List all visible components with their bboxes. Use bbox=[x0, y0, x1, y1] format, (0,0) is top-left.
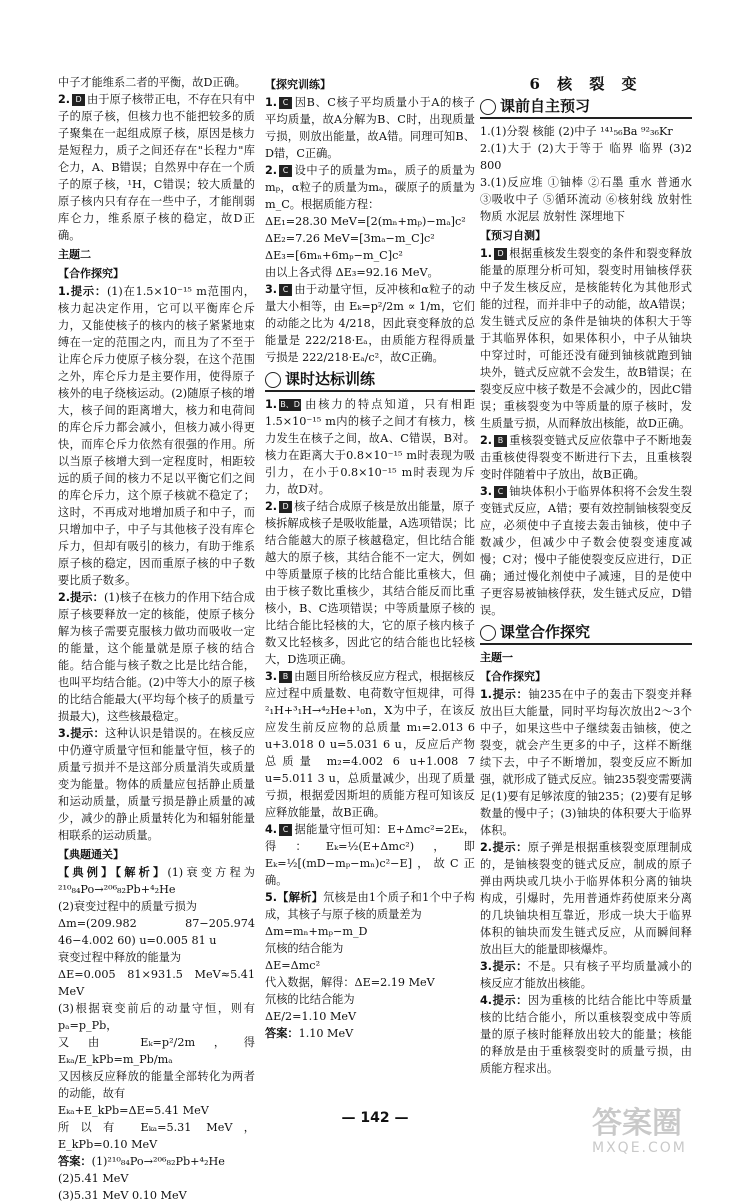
item-number: 1. bbox=[265, 96, 278, 109]
right-column bbox=[480, 74, 692, 1077]
section-title bbox=[480, 624, 692, 645]
item-number: 3. bbox=[58, 727, 71, 740]
hint-text: 因为重核的比结合能比中等质量核的比结合能小，所以重核裂变成中等质量的原子核时能释放出较大的能量；核能的释放是由于重核裂变时的质量亏损，由质能方程求出。 bbox=[480, 994, 692, 1075]
example-line: 衰变过程中释放的能量为 bbox=[58, 951, 182, 964]
answer-badge: D bbox=[279, 501, 292, 513]
equation: 氘核的结合能为 bbox=[265, 942, 344, 955]
hint-label: 提示： bbox=[70, 590, 104, 604]
example-line: 又由 Eₖ=p²/2m，得 Eₖₐ/E_kPb=m_Pb/mₐ bbox=[58, 1036, 255, 1066]
section-label: 【预习自测】 bbox=[480, 229, 546, 242]
section-icon bbox=[480, 625, 496, 641]
item-number: 4. bbox=[265, 823, 278, 836]
item-number: 2. bbox=[265, 500, 278, 513]
section-title bbox=[265, 371, 475, 392]
answer-item-3 bbox=[265, 668, 475, 821]
answer-text: 由于动量守恒，反冲核和α粒子的动量大小相等，由 Eₖ=p²/2m ∝ 1/m，它们的动能之比为 4/218，因此衰变释放的总能量是 222/218·Eₐ，由质能方程得质量亏损是 222/218·Eₐ/c²，故C正确。 bbox=[265, 283, 475, 364]
equation: ΔE/2=1.10 MeV bbox=[265, 1010, 357, 1023]
item-number: 2. bbox=[58, 591, 71, 604]
section-label: 【合作探究】 bbox=[58, 267, 124, 280]
equation: 氘核的比结合能为 bbox=[265, 993, 355, 1006]
example-line: (1)衰变方程为 ²¹⁰₈₄Po→²⁰⁶₈₂Pb+⁴₂He bbox=[58, 866, 255, 896]
answer-item-5 bbox=[265, 889, 475, 923]
answer-badge: B、D bbox=[280, 400, 300, 409]
watermark-text: 答案圈 bbox=[592, 1106, 682, 1141]
equation: 代入数据，解得：ΔE=2.19 MeV bbox=[265, 976, 435, 989]
answer-text: 由核力的特点知道，只有相距1.5×10⁻¹⁵ m内的核子之间才有核力，核力发生在核子之间，故A、C错误，B对。核力在距离大于0.8×10⁻¹⁵ m时表现为吸引力，在小于0.8×10⁻¹⁵ m时表现为斥力，故D对。 bbox=[265, 398, 475, 496]
left-column bbox=[58, 74, 255, 1204]
answer-line: (3)5.31 MeV 0.10 MeV bbox=[58, 1189, 187, 1202]
example-label: 【典例】【解析】 bbox=[58, 865, 168, 879]
section-label: 【合作探究】 bbox=[480, 670, 546, 683]
hint-label: 提示： bbox=[492, 840, 528, 854]
item-number: 1. bbox=[58, 285, 71, 298]
solution-label: 【解析】 bbox=[277, 890, 324, 904]
hint-item-3 bbox=[58, 725, 255, 844]
answer-text: 据能量守恒可知：E+Δmc²=2Eₖ，得：Eₖ=½(E+Δmc²)，即 Eₖ=½[(mD−mₚ−mₙ)c²−E]，故C正确。 bbox=[265, 823, 475, 887]
watermark-logo bbox=[592, 1108, 742, 1156]
example-line: (2)衰变过程中的质量亏损为 bbox=[58, 900, 197, 913]
answer-text: 由于原子核带正电，不存在只有中子的原子核，但核力也不能把较多的质子聚集在一起组成原子核，原因是核力是短程力，质子之间还存在"长程力"库仑力，A、B错误；自然界中存在一个质子的原子核，¹H，C错误；较大质量的原子核内只有存在一些中子，才能削弱库仑力，维系原子核的稳定，故D正确。 bbox=[58, 93, 255, 242]
topic-heading: 主题二 bbox=[58, 248, 91, 261]
hint-text: 铀235在中子的轰击下裂变并释放出巨大能量，同时平均每次放出2～3个中子，如果这些中子继续轰击铀核，使之裂变，就会产生更多的中子，这样不断继续下去，中子不断增加，裂变反应不断加强，就形成了链式反应。铀235裂变需要满足(1)要有足够浓度的铀235；(2)要有足够数量的慢中子；(3)铀块的体积要大于临界体积。 bbox=[480, 688, 692, 837]
answer-text: 核子结合成原子核是放出能量，原子核拆解成核子是吸收能量，A选项错误；比结合能越大的原子核越稳定，但比结合能越大的原子核，其结合能不一定大，例如中等质量原子核的比结合能比重核大，但由于核子数比重核少，其结合能反而比重核小，B、C选项错误；中等质量原子核的比结合能比轻核的大，它的原子核内核子数又比轻核多，因此它的结合能也比轻核大，D选项正确。 bbox=[265, 500, 475, 666]
hint-label: 提示： bbox=[492, 687, 529, 701]
item-number: 3. bbox=[265, 670, 278, 683]
hint-text: (1)在1.5×10⁻¹⁵ m范围内，核力起决定作用，它可以平衡库仑斥力，又能使核子的核内的核子紧紧地束缚在一定的范围之内，而且为了不至于让库仑斥力使原子核分裂，在这个范围之外，库仑斥力是主要作用，使得原子核外的电子绕核运动。(2)随原子核的增大，核子间的距离增大，核力和电荷间的库仑斥力都会减小，但核力减小得更快，而库仑斥力依然有很强的作用。所以当原子核增大到一定程度时，相距较远的质子间的核力不足以平衡它们之间的库仑斥力，这个原子核就不稳定了；这时，不再成对地增加质子和中子，而只增加中子，中子与其他核子没有库仑斥力，但却有吸引的核力，有助于维系原子核的稳定，因而重原子核的中子数要比质子数多。 bbox=[58, 285, 255, 587]
section-icon bbox=[265, 372, 281, 388]
example-line: (3)根据衰变前后的动量守恒，则有 pₐ=p_Pb， bbox=[58, 1002, 255, 1032]
section-title bbox=[480, 98, 692, 119]
answer-badge: B bbox=[494, 435, 507, 447]
answer-badge: C bbox=[279, 165, 292, 177]
answer-label: 答案： bbox=[265, 1027, 299, 1040]
hint-text: 原子弹是根据重核裂变原理制成的，是铀核裂变的链式反应，制成的原子弹由两块或几块小于临界体积分离的铀块构成，引爆时，先用普通炸药使原来分离的几块铀块相互靠近，形成一块大于临界体积的铀块而发生链式反应，从而瞬间释放出巨大的能量即核爆炸。 bbox=[480, 841, 692, 956]
item-number: 2. bbox=[265, 164, 278, 177]
section-label: 【典题通关】 bbox=[58, 848, 124, 861]
equation: ΔE₂=7.26 MeV=[3mₐ−m_C]c² bbox=[265, 232, 435, 245]
page-number: — 142 — bbox=[341, 1110, 409, 1126]
preview-answer: 1.(1)分裂 核能 (2)中子 ¹⁴¹₅₆Ba ⁹²₃₆Kr bbox=[480, 125, 673, 138]
hint-text: (1)核子在核力的作用下结合成原子核要释放一定的核能，使原子核分解为核子需要克服核力做功而吸收一定的能量，这个能量就是原子核的结合能。结合能与核子数之比是比结合能，也叫平均结合能。(2)中等大小的原子核的比结合能最大(平均每个核子的质量亏损最大)，这些核最稳定。 bbox=[58, 591, 255, 723]
answer-item-2 bbox=[58, 91, 255, 244]
hint-text: 这种认识是错误的。在核反应中仍遵守质量守恒和能量守恒，核子的质量亏损并不是这部分质量消失或质量变为能量。物体的质量应包括静止质量和运动质量，质量亏损是静止质量的减少，减少的静止质量转化为和辐射能量相联系的运动质量。 bbox=[58, 727, 255, 842]
answer-badge: D bbox=[494, 248, 507, 260]
hint-item-2 bbox=[58, 589, 255, 725]
section-label: 【探究训练】 bbox=[265, 78, 331, 91]
answer-badge: D bbox=[72, 94, 85, 106]
answer-text: 根据重核发生裂变的条件和裂变释放能量的原理分析可知，裂变时用铀核俘获中子发生核反应，是核能转化为其他形式能的过程，而并非中子的动能，故A错误；发生链式反应的条件是铀块的体积大于等于其临界体积，如果体积小，中子从铀块中穿过时，可能还没有碰到铀核就跑到铀块外，链式反应就不会发生，故B错误；在裂变反应中核子数是不会减少的，因此C错误；重核裂变为中等质量的原子核时，发生质量亏损，从而释放出核能，故D正确。 bbox=[480, 247, 692, 430]
section-title-text: 课时达标训练 bbox=[285, 370, 376, 388]
hint-item-2 bbox=[480, 839, 692, 958]
item-number: 1. bbox=[265, 398, 278, 411]
item-number: 5. bbox=[265, 891, 278, 904]
answer-value: 1.10 MeV bbox=[298, 1027, 354, 1040]
answer-badge: B bbox=[279, 671, 292, 683]
topic-heading: 主题一 bbox=[480, 651, 513, 664]
section-title-text: 课堂合作探究 bbox=[500, 623, 591, 641]
answer-text: 设中子的质量为mₙ，质子的质量为mₚ，α粒子的质量为mₐ，碳原子的质量为m_C。根据质能方程： bbox=[265, 164, 475, 211]
item-number: 3. bbox=[265, 283, 278, 296]
answer-item-1 bbox=[480, 245, 692, 432]
watermark-url: MXQE.COM bbox=[592, 1140, 687, 1156]
answer-text: 重核裂变链式反应依靠中子不断地轰击重核使得裂变不断进行下去，且重核裂变时伴随着中子放出，故B正确。 bbox=[480, 434, 692, 481]
hint-label: 提示： bbox=[492, 959, 528, 973]
example-solution bbox=[58, 864, 255, 898]
item-number: 1. bbox=[480, 688, 493, 701]
answer-item-3 bbox=[480, 483, 692, 619]
equation: 由以上各式得 ΔE₃=92.16 MeV。 bbox=[265, 266, 439, 279]
paragraph: 中子才能维系二者的平衡，故D正确。 bbox=[58, 76, 246, 89]
item-number: 2. bbox=[480, 841, 493, 854]
answer-text: 铀块体积小于临界体积将不会发生裂变链式反应，A错；要有效控制铀核裂变反应，必须使中子直接去轰击铀核，使中子数减少，但减少中子数会使裂变速度减慢；C对；慢中子能使裂变反应进行，D正确；通过慢化剂使中子减速，目的是使中子更容易被铀核俘获，发生链式反应，D错误。 bbox=[480, 485, 692, 617]
item-number: 4. bbox=[480, 994, 493, 1007]
equation: ΔE₁=28.30 MeV=[2(mₙ+mₚ)−mₐ]c² bbox=[265, 215, 466, 228]
middle-column bbox=[265, 74, 475, 1042]
answer-badge: C bbox=[494, 486, 507, 498]
hint-label: 提示： bbox=[70, 726, 106, 740]
answer-value: (1)²¹⁰₈₄Po→²⁰⁶₈₂Pb+⁴₂He bbox=[91, 1155, 225, 1168]
item-number: 1. bbox=[480, 247, 493, 260]
item-number: 3. bbox=[480, 485, 493, 498]
hint-label: 提示： bbox=[492, 993, 528, 1007]
hint-label: 提示： bbox=[70, 284, 107, 298]
example-line: ΔE=0.005 81×931.5 MeV≈5.41 MeV bbox=[58, 968, 255, 998]
example-line: Δm=(209.982 87−205.974 46−4.002 60) u=0.005 81 u bbox=[58, 917, 255, 947]
answer-item-2 bbox=[480, 432, 692, 483]
answer-item-3 bbox=[265, 281, 475, 366]
hint-item-1 bbox=[58, 283, 255, 589]
hint-item-3 bbox=[480, 958, 692, 992]
answer-item-1 bbox=[265, 94, 475, 162]
answer-item-2 bbox=[265, 162, 475, 213]
answer-text: 由题目所给核反应方程式，根据核反应过程中质量数、电荷数守恒规律，可得 ²₁H+³₁H→⁴₂He+¹₀n，X为中子，在该反应发生前反应物的总质量 m₁=2.013 6 u+3.018 0 u=5.031 6 u，反应后产物总质量 m₂=4.002 6 u+1.008 7 u=5.011 3 u，总质量减少，出现了质量亏损，根据爱因斯坦的质能方程可知该反应释放能量，故B正确。 bbox=[265, 670, 475, 819]
answer-item-4 bbox=[265, 821, 475, 889]
section-icon bbox=[480, 99, 496, 115]
answer-label: 答案： bbox=[58, 1155, 92, 1168]
answer-item-1 bbox=[265, 396, 475, 498]
hint-item-1 bbox=[480, 686, 692, 839]
answer-badge: C bbox=[279, 284, 292, 296]
chapter-title: 6 核 裂 变 bbox=[529, 75, 643, 93]
equation: ΔE=Δmc² bbox=[265, 959, 321, 972]
example-line: Eₖₐ+E_kPb=ΔE=5.41 MeV bbox=[58, 1104, 209, 1117]
preview-answer: 2.(1)大于 (2)大于等于 临界 临界 (3)2 800 bbox=[480, 142, 692, 172]
answer-item-2 bbox=[265, 498, 475, 668]
answer-line bbox=[265, 1025, 475, 1042]
section-title-text: 课前自主预习 bbox=[500, 97, 591, 115]
answer-badge: C bbox=[279, 824, 292, 836]
example-line: 所以有 Eₖₐ=5.31 MeV，E_kPb=0.10 MeV bbox=[58, 1121, 255, 1151]
equation: ΔE₃=[6mₙ+6mₚ−m_C]c² bbox=[265, 249, 403, 262]
hint-item-4 bbox=[480, 992, 692, 1077]
item-number: 2. bbox=[58, 93, 71, 106]
hint-text: 不是。只有核子平均质量减小的核反应才能放出核能。 bbox=[480, 960, 692, 990]
answer-text: 氘核是由1个质子和1个中子构成，其核子与原子核的质量差为 bbox=[265, 891, 475, 921]
answer-text: 因B、C核子平均质量小于A的核子平均质量，故A分解为B、C时，出现质量亏损，则放出能量，故A错。同理可知B、D错，C正确。 bbox=[265, 96, 475, 160]
preview-answer: 3.(1)反应堆 ①铀棒 ②石墨 重水 普通水 ③吸收中子 ⑤循环流动 ⑥核射线 放射性物质 水泥层 放射性 深埋地下 bbox=[480, 176, 692, 223]
item-number: 3. bbox=[480, 960, 493, 973]
equation: Δm=mₙ+mₚ−m_D bbox=[265, 925, 368, 938]
item-number: 2. bbox=[480, 434, 493, 447]
example-line: 又因核反应释放的能量全部转化为两者的动能，故有 bbox=[58, 1070, 255, 1100]
answer-badge: C bbox=[279, 97, 292, 109]
answer-line: (2)5.41 MeV bbox=[58, 1172, 129, 1185]
answer-line bbox=[58, 1153, 255, 1170]
